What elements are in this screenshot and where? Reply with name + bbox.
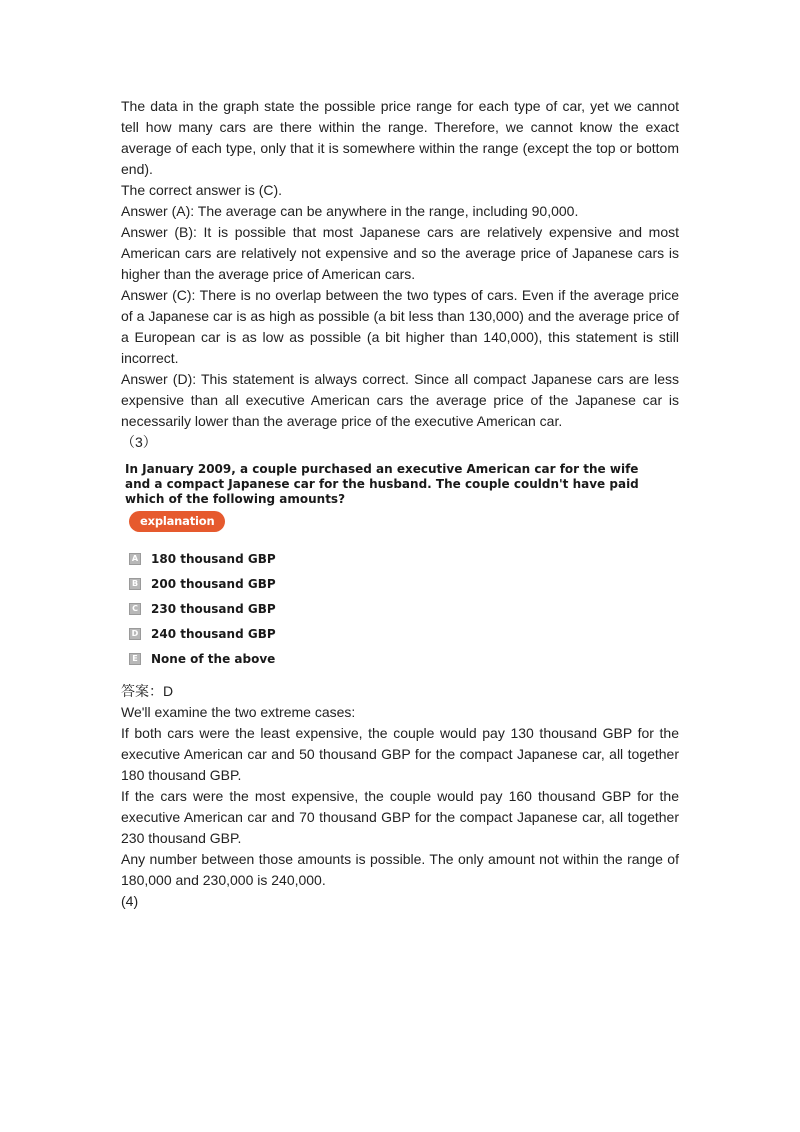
answer-b-explanation: Answer (B): It is possible that most Japanese cars are relatively expensive and most American cars are relatively not expensive and so the average price of Japanese cars is higher than the average price of American cars. [121, 224, 679, 282]
answer-c-explanation: Answer (C): There is no overlap between the two types of cars. Even if the average price of a Japanese car is as high as possible (a bit less than 130,000) and the average price of a European car is as low as possible (a bit higher than 140,000), this statement is still incorrect. [121, 287, 679, 366]
answer-a-explanation: Answer (A): The average can be anywhere in the range, including 90,000. [121, 203, 579, 219]
option-a[interactable] [125, 546, 665, 571]
answer-max-case: If the cars were the most expensive, the couple would pay 160 thousand GBP for the executive American car and 70 thousand GBP for the compact Japanese car, all together 230 thousand GBP. [121, 788, 679, 846]
document-page [121, 96, 679, 912]
answer-intro: We'll examine the two extreme cases: [121, 704, 356, 720]
option-letter-icon: E [129, 653, 141, 665]
option-letter-icon: A [129, 553, 141, 565]
option-letter-icon: C [129, 603, 141, 615]
option-letter-icon: B [129, 578, 141, 590]
option-label: None of the above [151, 651, 276, 666]
option-c[interactable] [125, 596, 665, 621]
answer-options [125, 546, 665, 671]
answer-conclusion: Any number between those amounts is possible. The only amount not within the range of 180,000 and 230,000 is 240,000. [121, 851, 679, 888]
section-4-label: (4) [121, 893, 139, 909]
option-label: 240 thousand GBP [151, 626, 276, 641]
answer-key: 答案：D [121, 683, 174, 699]
explanation-button[interactable]: explanation [129, 511, 225, 532]
question-card [125, 462, 665, 671]
correct-answer-line: The correct answer is (C). [121, 182, 283, 198]
option-label: 200 thousand GBP [151, 576, 276, 591]
answer-section [121, 681, 679, 912]
option-label: 230 thousand GBP [151, 601, 276, 616]
question-text: In January 2009, a couple purchased an executive American car for the wife and a compact Japanese car for the husband. The couple couldn't have paid which of the following amounts? [125, 462, 639, 506]
option-letter-icon: D [129, 628, 141, 640]
answer-min-case: If both cars were the least expensive, the couple would pay 130 thousand GBP for the executive American car and 50 thousand GBP for the compact Japanese car, all together 180 thousand GBP. [121, 725, 679, 783]
option-b[interactable] [125, 571, 665, 596]
option-d[interactable] [125, 621, 665, 646]
option-e[interactable] [125, 646, 665, 671]
intro-paragraph: The data in the graph state the possible price range for each type of car, yet we cannot tell how many cars are there within the range. Therefore, we cannot know the exact average of each type, only that it is somewhere within the range (except the top or bottom end). [121, 98, 679, 177]
section-3-label: （3） [121, 434, 157, 450]
option-label: 180 thousand GBP [151, 551, 276, 566]
answer-d-explanation: Answer (D): This statement is always correct. Since all compact Japanese cars are less expensive than all executive American cars the average price of the Japanese car is necessarily lower than the average price of the executive American car. [121, 371, 679, 429]
